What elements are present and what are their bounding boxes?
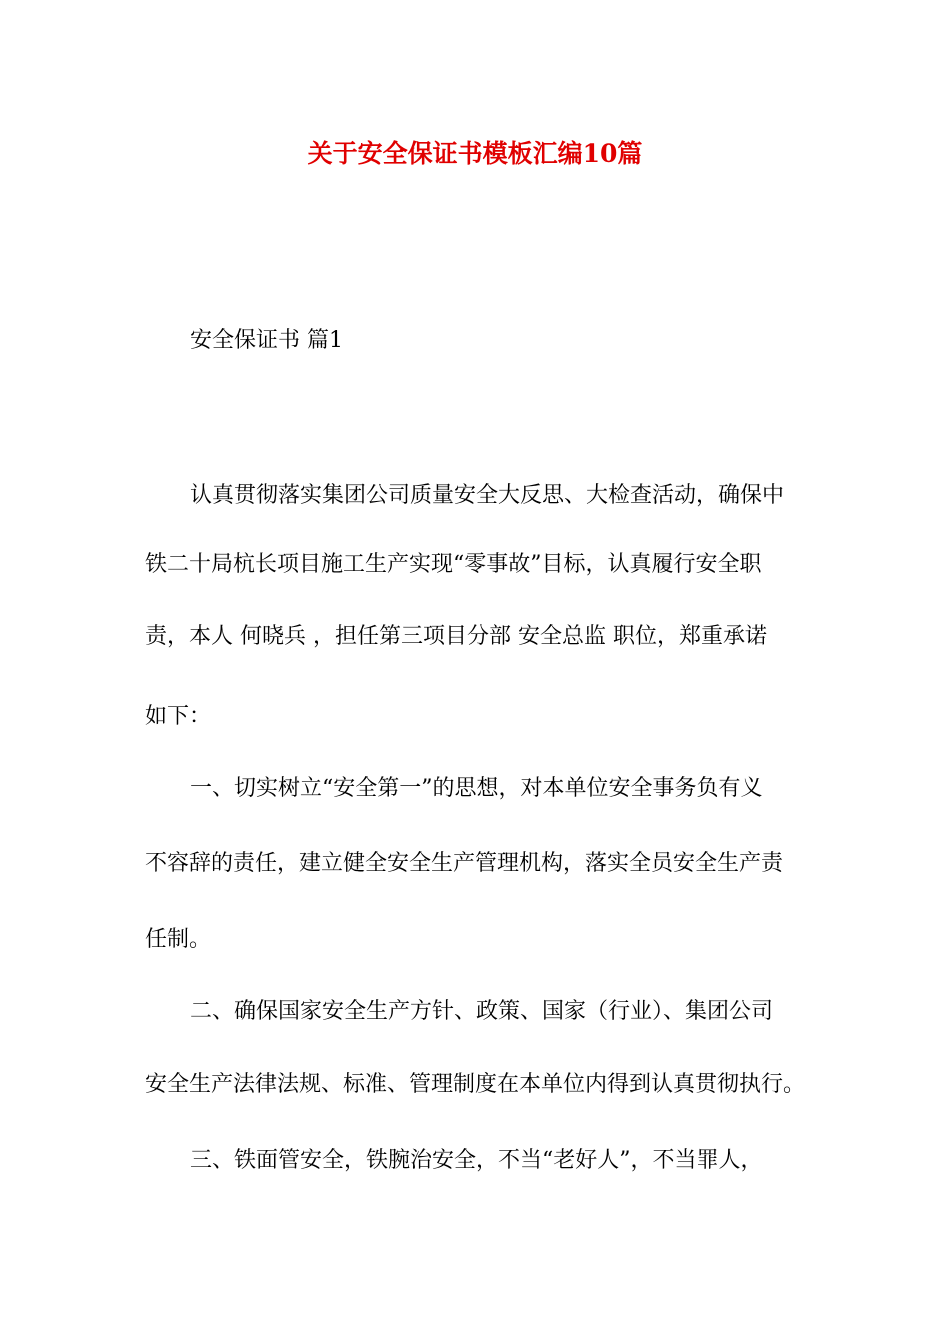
document-title: 关于安全保证书模板汇编10篇 xyxy=(307,139,643,168)
paragraph-line: 责，本人 何晓兵 ，担任第三项目分部 安全总监 职位，郑重承诺 xyxy=(145,624,767,649)
paragraph-line: 二、确保国家安全生产方针、政策、国家（行业）、集团公司 xyxy=(190,999,774,1024)
section-heading: 安全保证书 篇1 xyxy=(190,328,343,353)
paragraph-line: 认真贯彻落实集团公司质量安全大反思、大检查活动，确保中 xyxy=(190,483,785,508)
paragraph-line: 不容辞的责任，建立健全安全生产管理机构，落实全员安全生产责 xyxy=(145,851,784,876)
paragraph-line: 安全生产法律法规、标准、管理制度在本单位内得到认真贯彻执行。 xyxy=(145,1072,806,1097)
paragraph-line: 三、铁面管安全，铁腕治安全，不当“老好人”，不当罪人， xyxy=(190,1148,763,1173)
paragraph-line: 一、切实树立“安全第一”的思想，对本单位安全事务负有义 xyxy=(190,776,763,801)
paragraph-line: 任制。 xyxy=(145,927,212,952)
paragraph-line: 铁二十局杭长项目施工生产实现“零事故”目标，认真履行安全职 xyxy=(145,552,762,577)
paragraph-line: 如下： xyxy=(145,704,212,729)
